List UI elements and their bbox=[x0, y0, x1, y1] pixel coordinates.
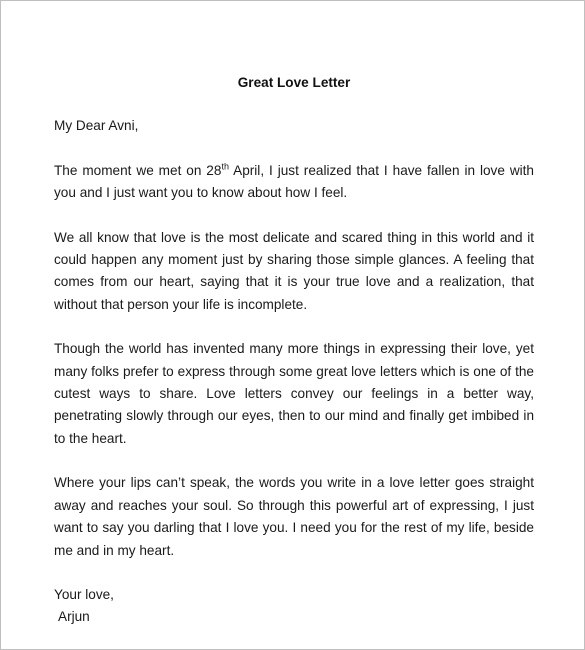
paragraph-3: Though the world has invented many more things in expressing their love, yet many folks prefer to express through some great love letters which is one of the cutest ways to share. Love letters convey our feelings in a better way, penetrating slowly through our eyes, then to our mind and finally get imbibed in to the heart. bbox=[54, 341, 534, 446]
paragraph-1-start: The moment we met on 28 bbox=[54, 162, 222, 178]
paragraph-1 bbox=[54, 160, 534, 205]
paragraph-4: Where your lips can’t speak, the words you write in a love letter goes straight away and reaches your soul. So through this powerful art of expressing, I just want to say you darling that I love you. I need you for the rest of my life, beside me and in my heart. bbox=[54, 475, 534, 558]
ordinal-suffix: th bbox=[221, 161, 229, 172]
letter-signature: Arjun bbox=[58, 609, 90, 625]
paragraph-1-rest: April, I just realized that I have fallen in love with you and I just want you to know about how I feel. bbox=[54, 162, 534, 201]
paragraph-2: We all know that love is the most delicate and scared thing in this world and it could happen any moment just by sharing those simple glances. A feeling that comes from our heart, saying that it is your true love and a realization, that without that person your life is incomplete. bbox=[54, 229, 534, 312]
letter-salutation: My Dear Avni, bbox=[54, 118, 139, 134]
letter-body bbox=[54, 72, 534, 629]
letter-title: Great Love Letter bbox=[237, 75, 351, 90]
letter-closing: Your love, bbox=[54, 586, 114, 602]
